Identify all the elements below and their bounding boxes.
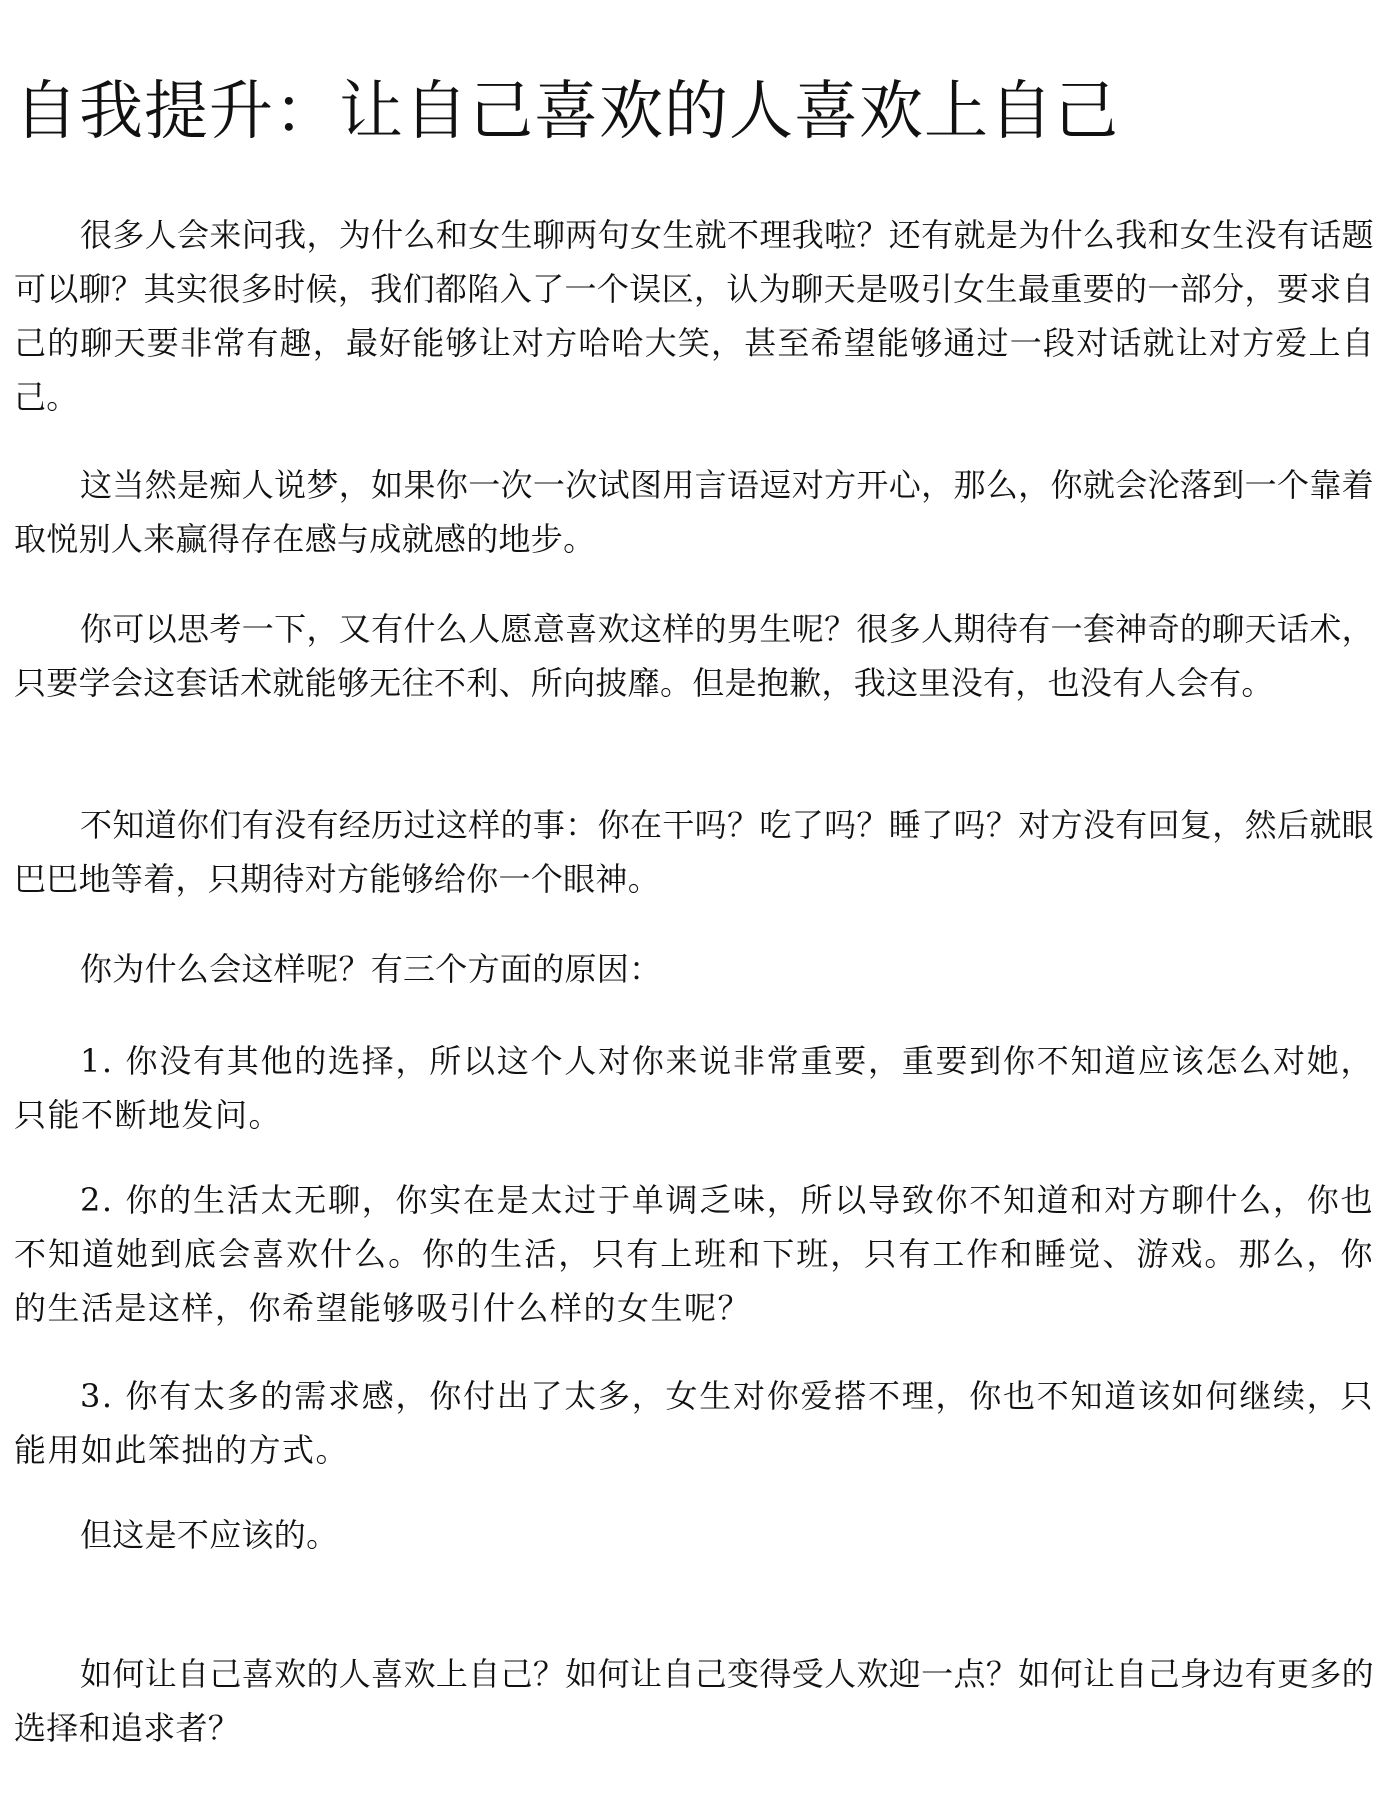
numbered-paragraph-3: 3. 你有太多的需求感，你付出了太多，女生对你爱搭不理，你也不知道该如何继续，只能用如此笨拙的方式。 (14, 1377, 1374, 1469)
document-title: 自我提升：让自己喜欢的人喜欢上自己 (14, 75, 1119, 149)
paragraph-2: 这当然是痴人说梦，如果你一次一次试图用言语逗对方开心，那么，你就会沦落到一个靠着取悦别人来赢得存在感与成就感的地步。 (14, 466, 1374, 558)
paragraph-1: 很多人会来问我，为什么和女生聊两句女生就不理我啦？还有就是为什么我和女生没有话题可以聊？其实很多时候，我们都陷入了一个误区，认为聊天是吸引女生最重要的一部分，要求自己的聊天要非常有趣，最好能够让对方哈哈大笑，甚至希望能够通过一段对话就让对方爱上自己。 (14, 216, 1374, 416)
paragraph-5: 你为什么会这样呢？有三个方面的原因： (80, 950, 662, 988)
numbered-paragraph-2: 2. 你的生活太无聊，你实在是太过于单调乏味，所以导致你不知道和对方聊什么，你也不知道她到底会喜欢什么。你的生活，只有上班和下班，只有工作和睡觉、游戏。那么，你的生活是这样，你希望能够吸引什么样的女生呢？ (14, 1181, 1374, 1327)
paragraph-4: 不知道你们有没有经历过这样的事：你在干吗？吃了吗？睡了吗？对方没有回复，然后就眼巴巴地等着，只期待对方能够给你一个眼神。 (14, 806, 1374, 898)
numbered-paragraph-1: 1. 你没有其他的选择，所以这个人对你来说非常重要，重要到你不知道应该怎么对她，只能不断地发问。 (14, 1042, 1374, 1134)
paragraph-3: 你可以思考一下，又有什么人愿意喜欢这样的男生呢？很多人期待有一套神奇的聊天话术，只要学会这套话术就能够无往不利、所向披靡。但是抱歉，我这里没有，也没有人会有。 (14, 610, 1374, 702)
document-page (14, 0, 1376, 1800)
paragraph-9: 但这是不应该的。 (80, 1516, 339, 1554)
paragraph-10: 如何让自己喜欢的人喜欢上自己？如何让自己变得受人欢迎一点？如何让自己身边有更多的选择和追求者？ (14, 1655, 1374, 1747)
